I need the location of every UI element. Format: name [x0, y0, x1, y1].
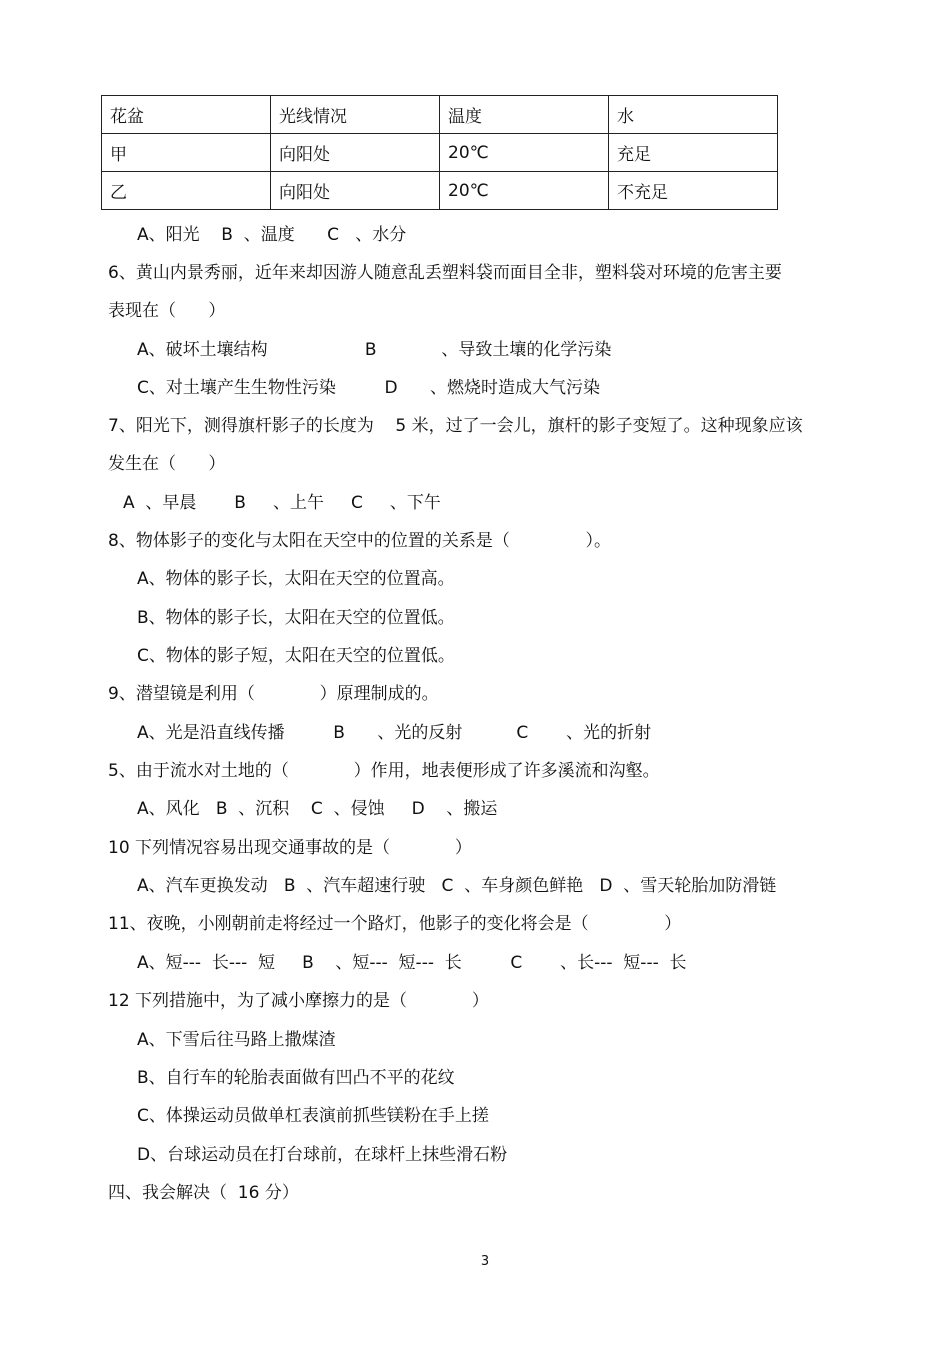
table-header-cell: 温度: [440, 96, 609, 134]
q7-stem-cont: 发生在（ ）: [108, 454, 226, 474]
table-cell: 甲: [102, 134, 271, 172]
table-header-cell: 花盆: [102, 96, 271, 134]
q12-option-c: C、体操运动员做单杠表演前抓些镁粉在手上搓: [137, 1106, 489, 1126]
q-prev-options: A、阳光 B 、温度 C 、水分: [137, 225, 407, 245]
table-header-cell: 水: [609, 96, 778, 134]
q12-option-d: D、台球运动员在打台球前，在球杆上抹些滑石粉: [137, 1145, 508, 1165]
q9-stem: 9、潜望镜是利用（ ）原理制成的。: [108, 684, 439, 704]
q7-options: A 、早晨 B 、上午 C 、下午: [123, 493, 441, 513]
q10-options: A、汽车更换发动 B 、汽车超速行驶 C 、车身颜色鲜艳 D 、雪天轮胎加防滑链: [137, 876, 777, 896]
table-cell: 充足: [609, 134, 778, 172]
table-cell: 不充足: [609, 172, 778, 210]
q8-stem: 8、物体影子的变化与太阳在天空中的位置的关系是（ ）。: [108, 531, 611, 551]
table-cell: 乙: [102, 172, 271, 210]
q11-options: A、短--- 长--- 短 B 、短--- 短--- 长 C 、长--- 短--- 长: [137, 953, 687, 973]
q8-option-a: A、物体的影子长，太阳在天空的位置高。: [137, 569, 455, 589]
q5-stem: 5、由于流水对土地的（ ）作用，地表便形成了许多溪流和沟壑。: [108, 761, 660, 781]
q6-stem: 6、黄山内景秀丽，近年来却因游人随意乱丢塑料袋而面目全非，塑料袋对环境的危害主要: [108, 263, 782, 283]
q12-stem: 12 下列措施中，为了减小摩擦力的是（ ）: [108, 991, 489, 1011]
q11-stem: 11、夜晚，小刚朝前走将经过一个路灯，他影子的变化将会是（ ）: [108, 914, 682, 934]
q10-stem: 10 下列情况容易出现交通事故的是（ ）: [108, 838, 472, 858]
table-header-row: [102, 96, 778, 134]
section-four-heading: 四、我会解决（ 16 分）: [108, 1183, 299, 1203]
q6-options-ab: A、破坏土壤结构 B 、导致土壤的化学污染: [137, 340, 612, 360]
q6-options-cd: C、对土壤产生生物性污染 D 、燃烧时造成大气污染: [137, 378, 601, 398]
q7-stem: 7、阳光下，测得旗杆影子的长度为 5 米，过了一会儿，旗杆的影子变短了。这种现象应该: [108, 416, 803, 436]
table-row: [102, 172, 778, 210]
table-cell: 向阳处: [271, 172, 440, 210]
q5-options: A、风化 B 、沉积 C 、侵蚀 D 、搬运: [137, 799, 498, 819]
table-row: [102, 134, 778, 172]
page-number: 3: [480, 1254, 490, 1269]
table-cell: 20℃: [440, 172, 609, 210]
q9-options: A、光是沿直线传播 B 、光的反射 C 、光的折射: [137, 723, 652, 743]
experiment-table: [101, 95, 778, 210]
table-cell: 向阳处: [271, 134, 440, 172]
q12-option-b: B、自行车的轮胎表面做有凹凸不平的花纹: [137, 1068, 455, 1088]
table-cell: 20℃: [440, 134, 609, 172]
table-header-cell: 光线情况: [271, 96, 440, 134]
q8-option-b: B、物体的影子长，太阳在天空的位置低。: [137, 608, 455, 628]
q8-option-c: C、物体的影子短，太阳在天空的位置低。: [137, 646, 455, 666]
q6-stem-cont: 表现在（ ）: [108, 301, 226, 321]
q12-option-a: A、下雪后往马路上撒煤渣: [137, 1030, 336, 1050]
